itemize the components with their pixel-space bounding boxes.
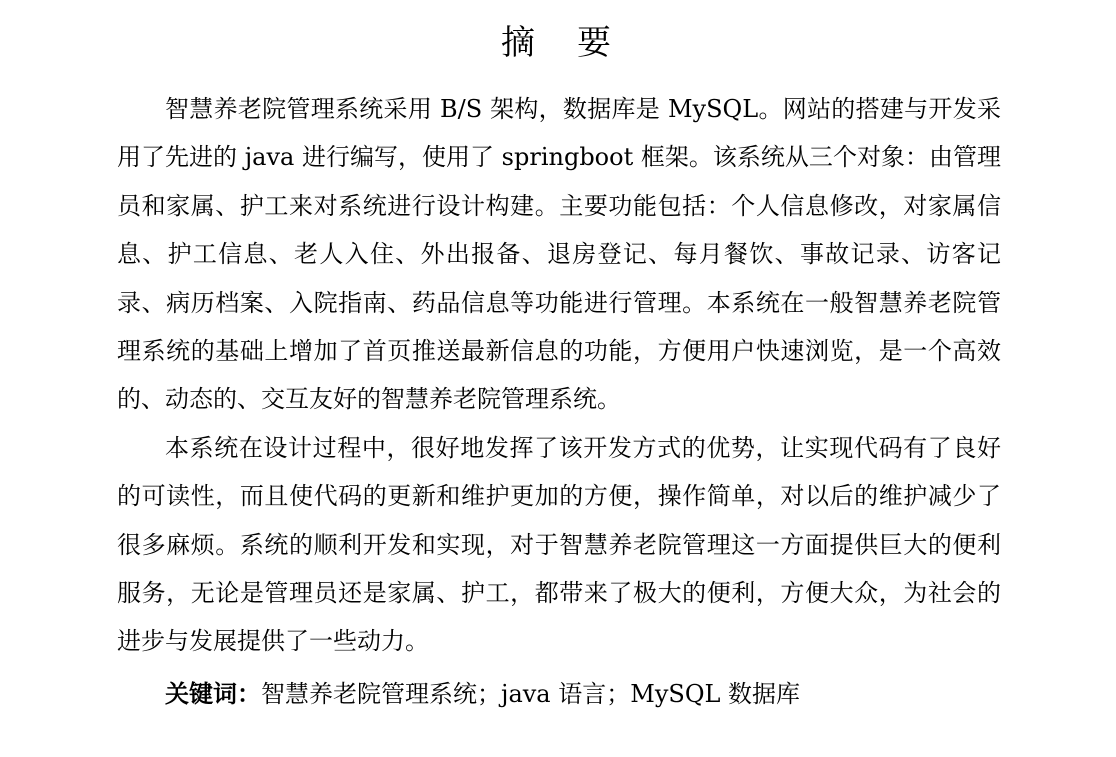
keywords-label: 关键词： [165, 679, 261, 708]
abstract-title: 摘 要 [501, 23, 615, 63]
keywords-line [165, 670, 1015, 718]
abstract-body [117, 85, 1001, 666]
abstract-paragraph-2: 本系统在设计过程中，很好地发挥了该开发方式的优势，让实现代码有了良好的可读性，而且使代码的更新和维护更加的方便，操作简单，对以后的维护减少了很多麻烦。系统的顺利开发和实现，对于智慧养老院管理这一方面提供巨大的便利服务，无论是管理员还是家属、护工，都带来了极大的便利，方便大众，为社会的进步与发展提供了一些动力。 [117, 433, 1001, 656]
keywords-text: 智慧养老院管理系统；java 语言；MySQL 数据库 [261, 680, 801, 708]
abstract-paragraph-1: 智慧养老院管理系统采用 B/S 架构，数据库是 MySQL。网站的搭建与开发采用了先进的 java 进行编写，使用了 springboot 框架。该系统从三个对象：由管理员和家属、护工来对系统进行设计构建。主要功能包括：个人信息修改，对家属信息、护工信息、老人入住、外出报备、退房登记、每月餐饮、事故记录、访客记录、病历档案、入院指南、药品信息等功能进行管理。本系统在一般智慧养老院管理系统的基础上增加了首页推送最新信息的功能，方便用户快速浏览，是一个高效的、动态的、交互友好的智慧养老院管理系统。 [117, 95, 1001, 414]
